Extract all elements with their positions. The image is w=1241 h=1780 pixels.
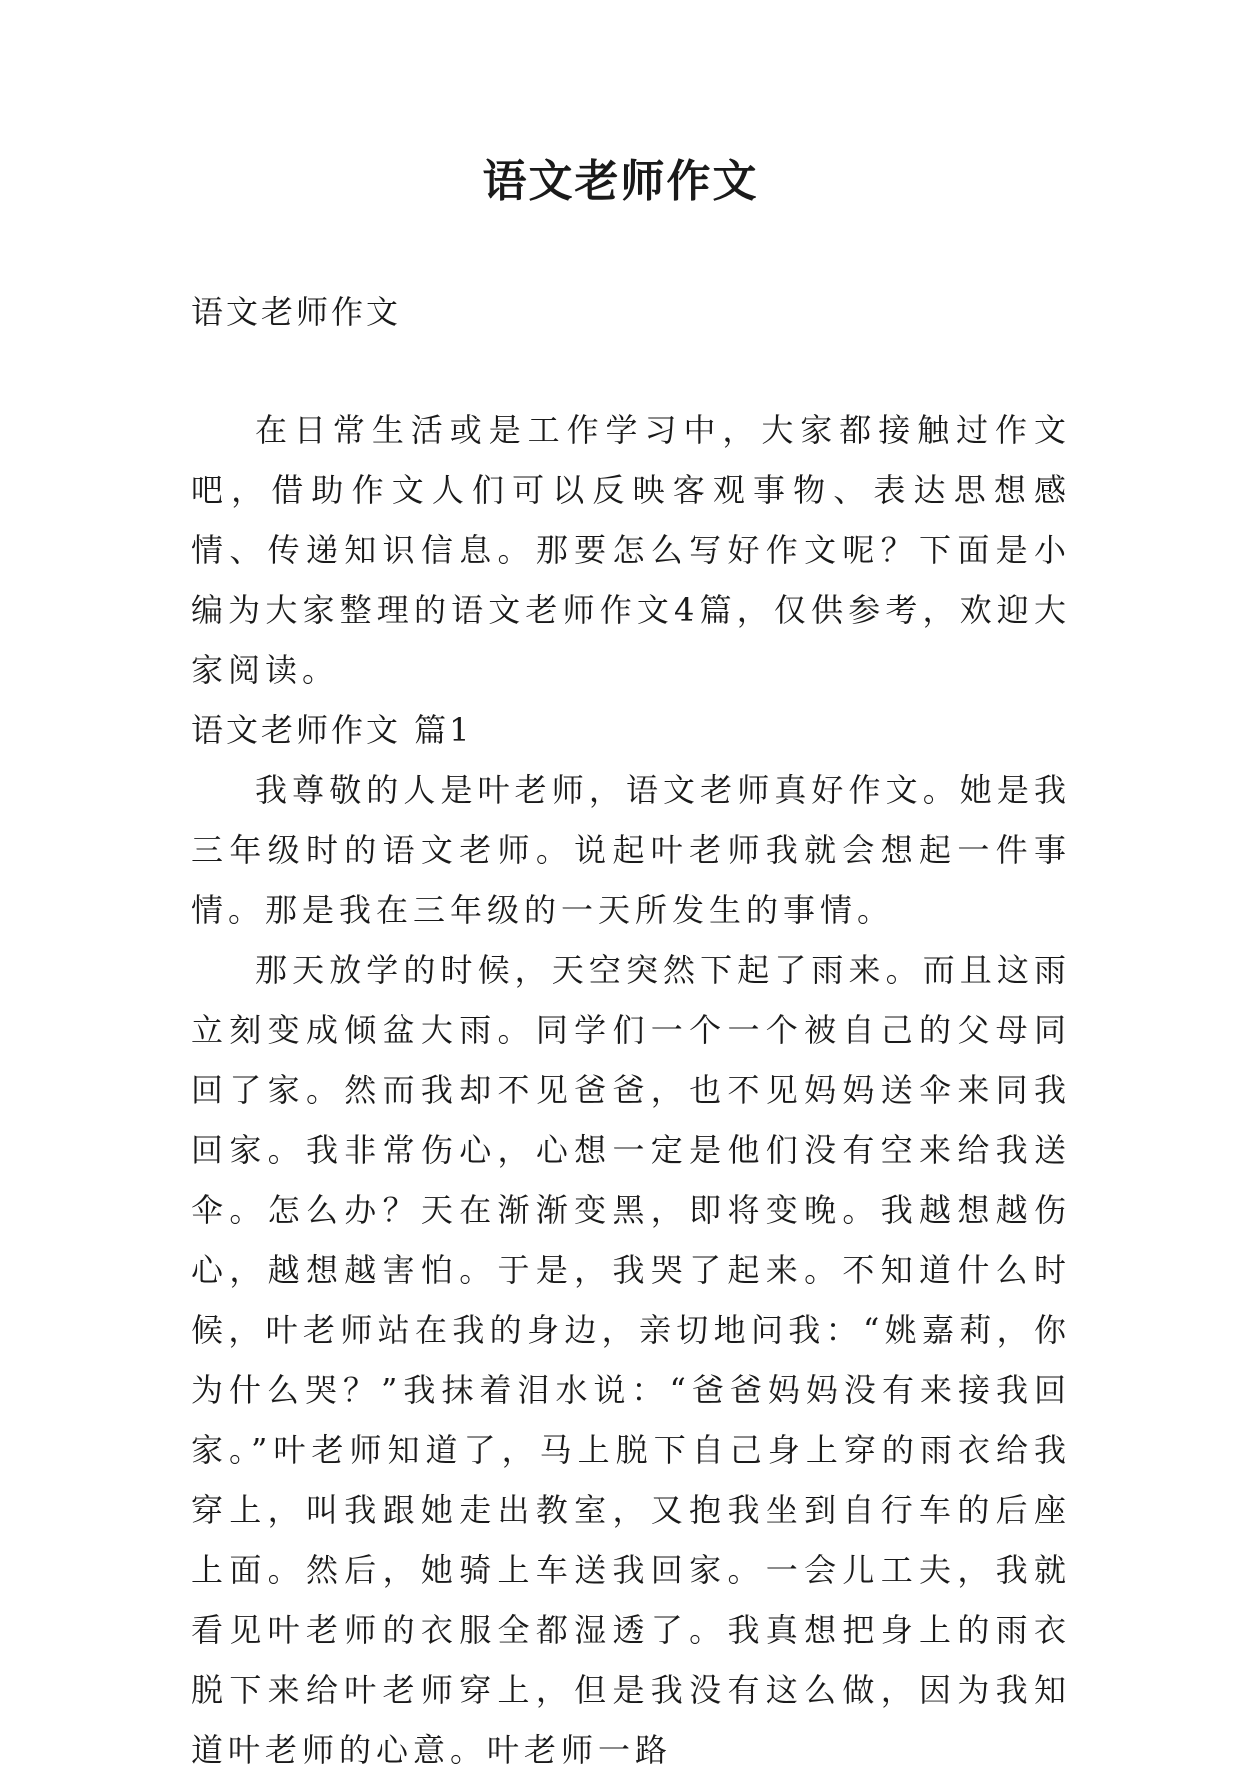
body-paragraph-1: 我尊敬的人是叶老师，语文老师真好作文。她是我三年级时的语文老师。说起叶老师我就会想起一件事情。那是我在三年级的一天所发生的事情。 (191, 771, 1071, 929)
document-subtitle: 语文老师作文 (191, 293, 402, 331)
blank-line (191, 342, 1071, 400)
section-heading: 语文老师作文 篇1 (191, 711, 473, 749)
body-paragraph-2: 那天放学的时候，天空突然下起了雨来。而且这雨立刻变成倾盆大雨。同学们一个一个被自己的父母同回了家。然而我却不见爸爸，也不见妈妈送伞来同我回家。我非常伤心，心想一定是他们没有空来给我送伞。怎么办？天在渐渐变黑，即将变晚。我越想越伤心，越想越害怕。于是，我哭了起来。不知道什么时候，叶老师站在我的身边，亲切地问我：“姚嘉莉，你为什么哭？”我抹着泪水说：“爸爸妈妈没有来接我回家。”叶老师知道了，马上脱下自己身上穿的雨衣给我穿上，叫我跟她走出教室，又抱我坐到自行车的后座上面。然后，她骑上车送我回家。一会儿工夫，我就看见叶老师的衣服全都湿透了。我真想把身上的雨衣脱下来给叶老师穿上，但是我没有这么做，因为我知道叶老师的心意。叶老师一路 (191, 951, 1071, 1769)
document-title: 语文老师作文 (482, 156, 759, 207)
intro-paragraph: 在日常生活或是工作学习中，大家都接触过作文吧，借助作文人们可以反映客观事物、表达思想感情、传递知识信息。那要怎么写好作文呢？下面是小编为大家整理的语文老师作文4篇，仅供参考，欢迎大家阅读。 (191, 411, 1071, 689)
document-body (191, 282, 1071, 1780)
